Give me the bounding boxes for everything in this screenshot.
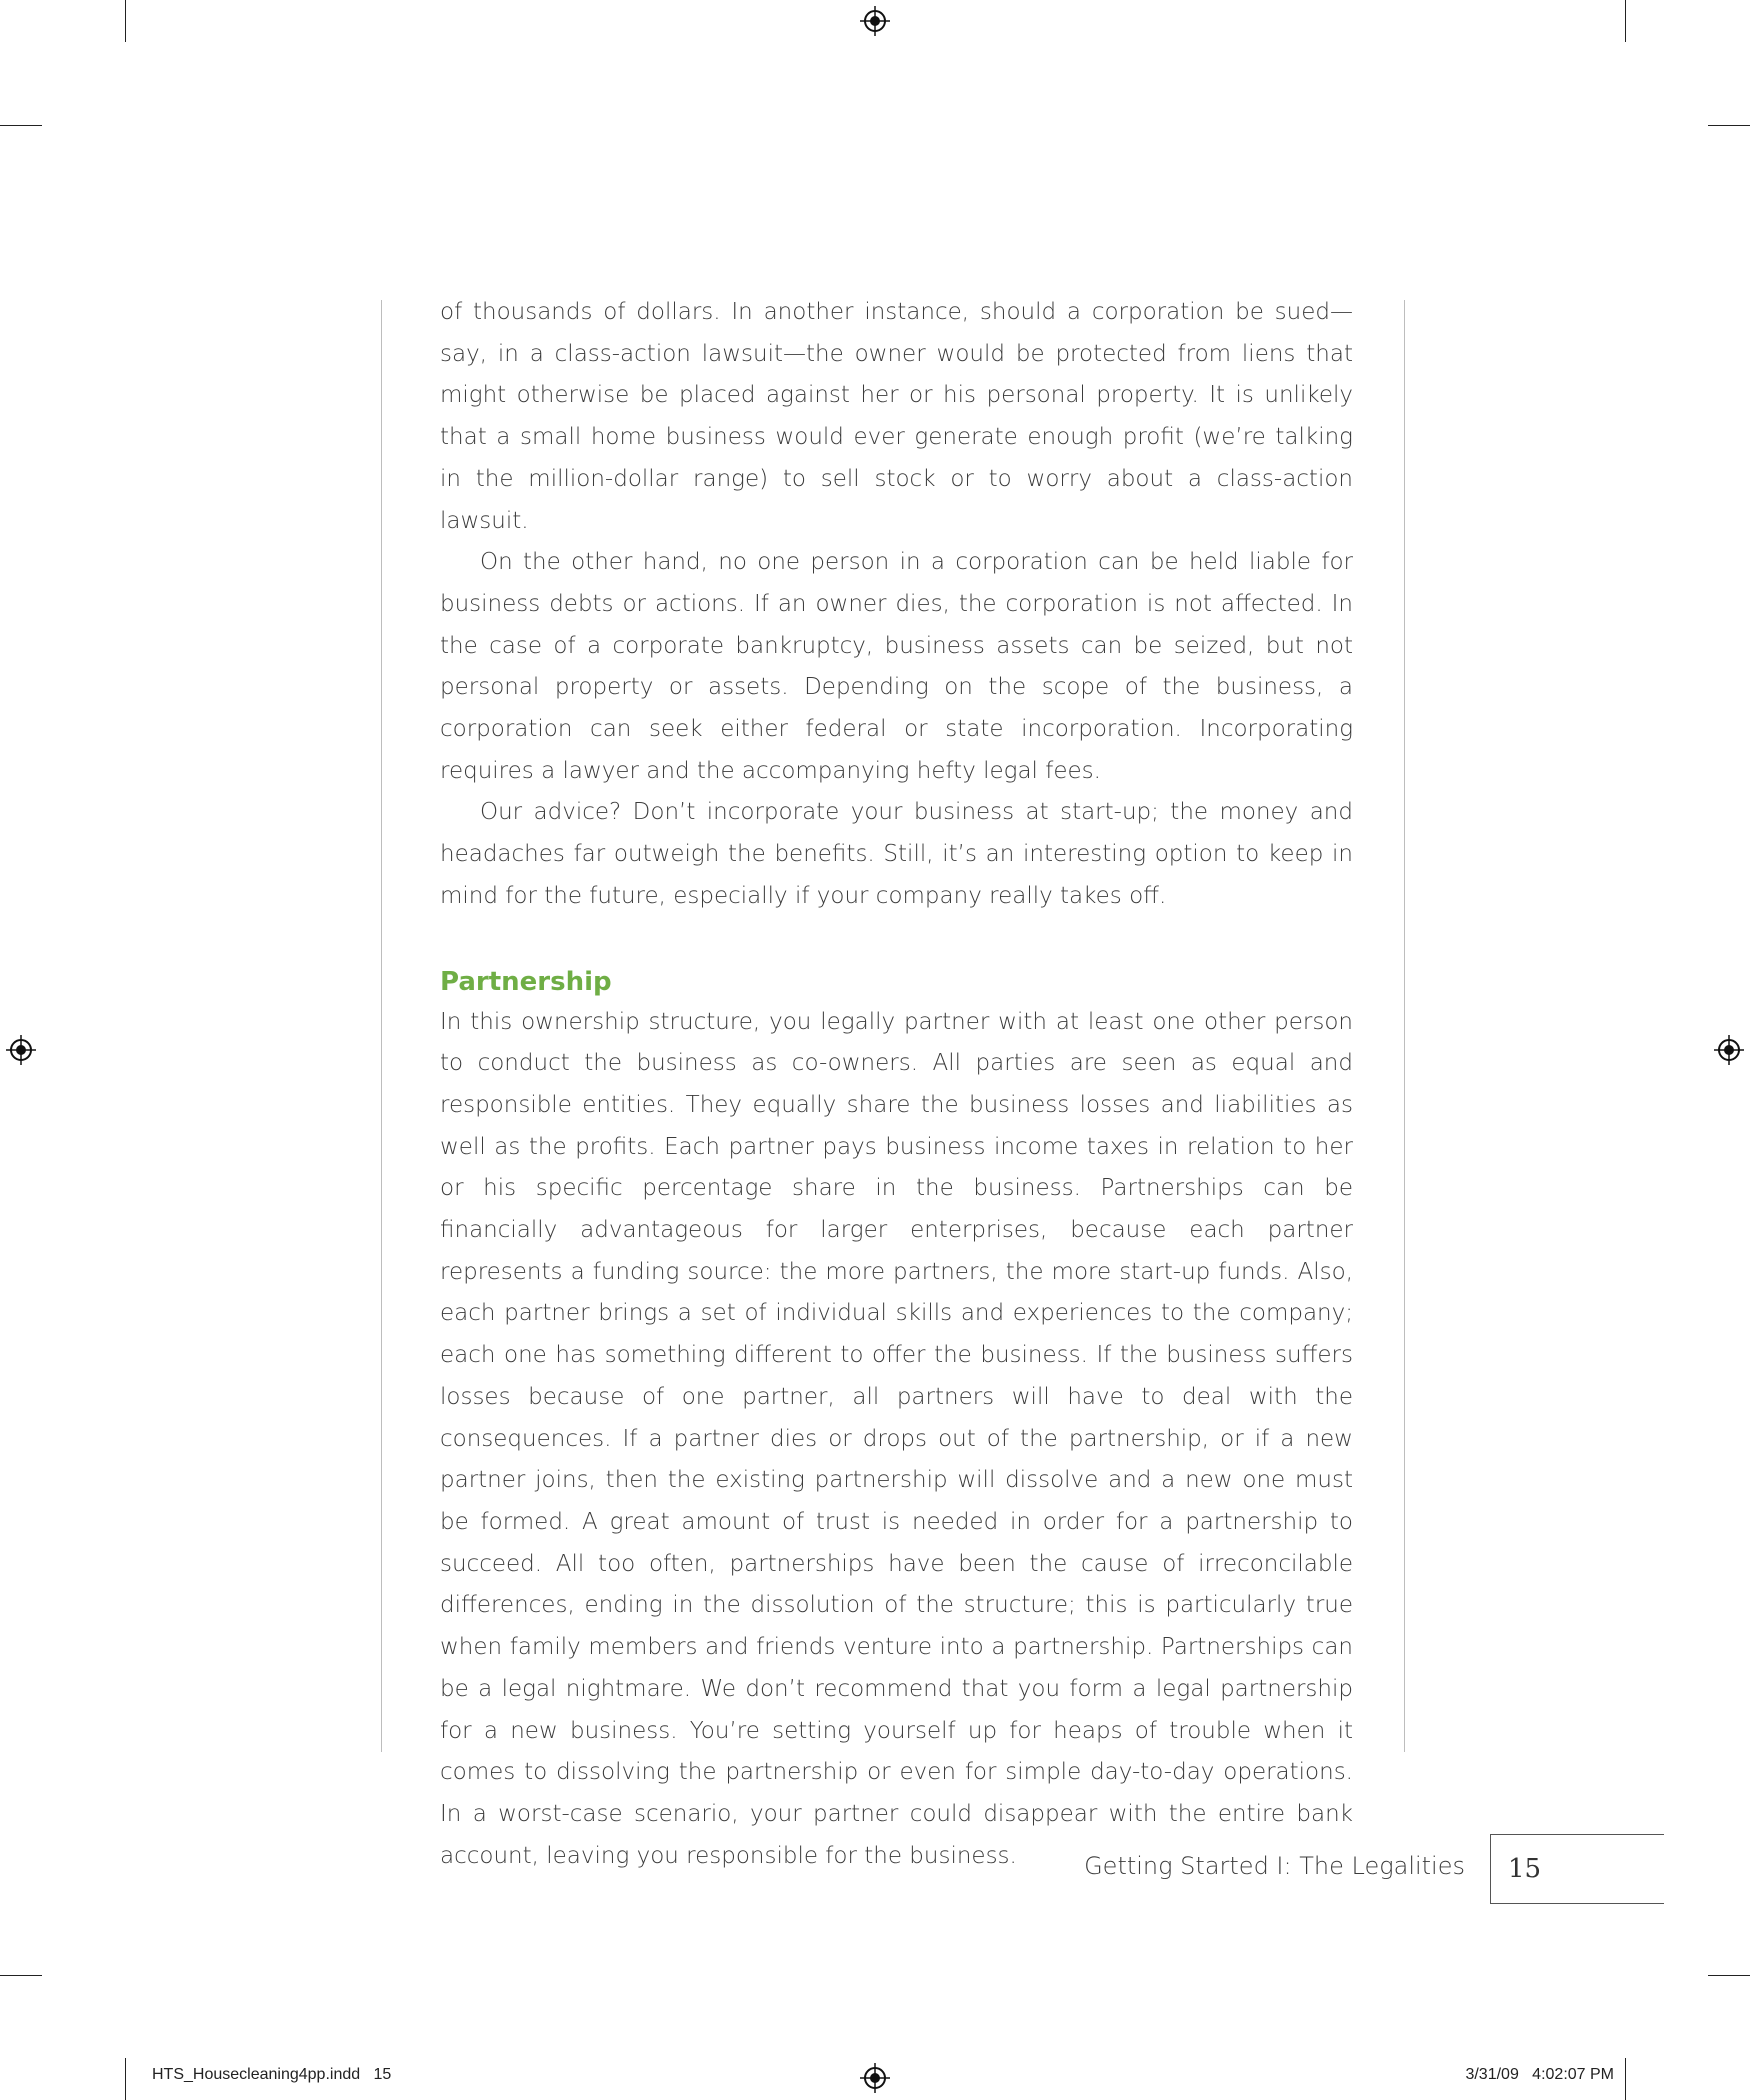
crop-mark <box>1625 2058 1626 2100</box>
slug-timestamp: 3/31/09 4:02:07 PM <box>1465 2066 1614 2083</box>
crop-mark <box>1708 1975 1750 1976</box>
running-footer-title: Getting Started I: The Legalities <box>1084 1852 1465 1880</box>
paragraph: Our advice? Don’t incorporate your business at start-up; the money and headaches far outweigh the benefits. Still, it’s an interesting option to keep in mind for the future, especially if your company really takes off. <box>440 799 1353 909</box>
paragraph: On the other hand, no one person in a corporation can be held liable for business debts or actions. If an owner dies, the corporation is not affected. In the case of a corporate bankruptcy, business assets can be seized, but not personal property or assets. Depending on the scope of the business, a corporation can seek either federal or state incorporation. Incorporating requires a lawyer and the accompanying hefty legal fees. <box>440 549 1353 784</box>
body-text <box>440 292 1353 1877</box>
right-column-rule <box>1404 300 1405 1752</box>
section-heading: Partnership <box>440 966 612 997</box>
registration-mark-icon <box>1714 1035 1744 1065</box>
paragraph: of thousands of dollars. In another instance, should a corporation be sued—say, in a class-action lawsuit—the owner would be protected from liens that might otherwise be placed against her or his personal property. It is unlikely that a small home business would ever generate enough profit (we’re talking in the million-dollar range) to sell stock or to worry about a class-action lawsuit. <box>440 299 1353 534</box>
crop-mark <box>0 125 42 126</box>
crop-mark <box>1625 0 1626 42</box>
crop-mark <box>0 1975 42 1976</box>
crop-mark <box>1708 125 1750 126</box>
registration-mark-icon <box>6 1035 36 1065</box>
paragraph: In this ownership structure, you legally partner with at least one other person to conduct the business as co-owners. All parties are seen as equal and responsible entities. They equally share the business losses and liabilities as well as the profits. Each partner pays business income taxes in relation to her or his specific percentage share in the business. Partnerships can be financially advantageous for larger enterprises, because each partner represents a funding source: the more partners, the more start-up funds. Also, each partner brings a set of individual skills and experiences to the company; each one has something different to offer the business. If the business suffers losses because of one partner, all partners will have to deal with the consequences. If a partner dies or drops out of the partnership, or if a new partner joins, then the existing partnership will dissolve and a new one must be formed. A great amount of trust is needed in order for a partnership to succeed. All too often, partnerships have been the cause of irreconcilable differences, ending in the dissolution of the structure; this is particularly true when family members and friends venture into a partnership. Partnerships can be a legal nightmare. We don’t recommend that you form a legal partnership for a new business. You’re setting yourself up for heaps of trouble when it comes to dissolving the partnership or even for simple day-to-day operations. In a worst-case scenario, your partner could disappear with the entire bank account, leaving you responsible for the business. <box>440 1008 1353 1869</box>
page-number: 15 <box>1508 1854 1542 1884</box>
slug-filename: HTS_Housecleaning4pp.indd 15 <box>152 2066 392 2083</box>
crop-mark <box>125 2058 126 2100</box>
crop-mark <box>125 0 126 42</box>
registration-mark-icon <box>860 6 890 36</box>
left-column-rule <box>381 300 382 1752</box>
registration-mark-icon <box>860 2063 890 2093</box>
